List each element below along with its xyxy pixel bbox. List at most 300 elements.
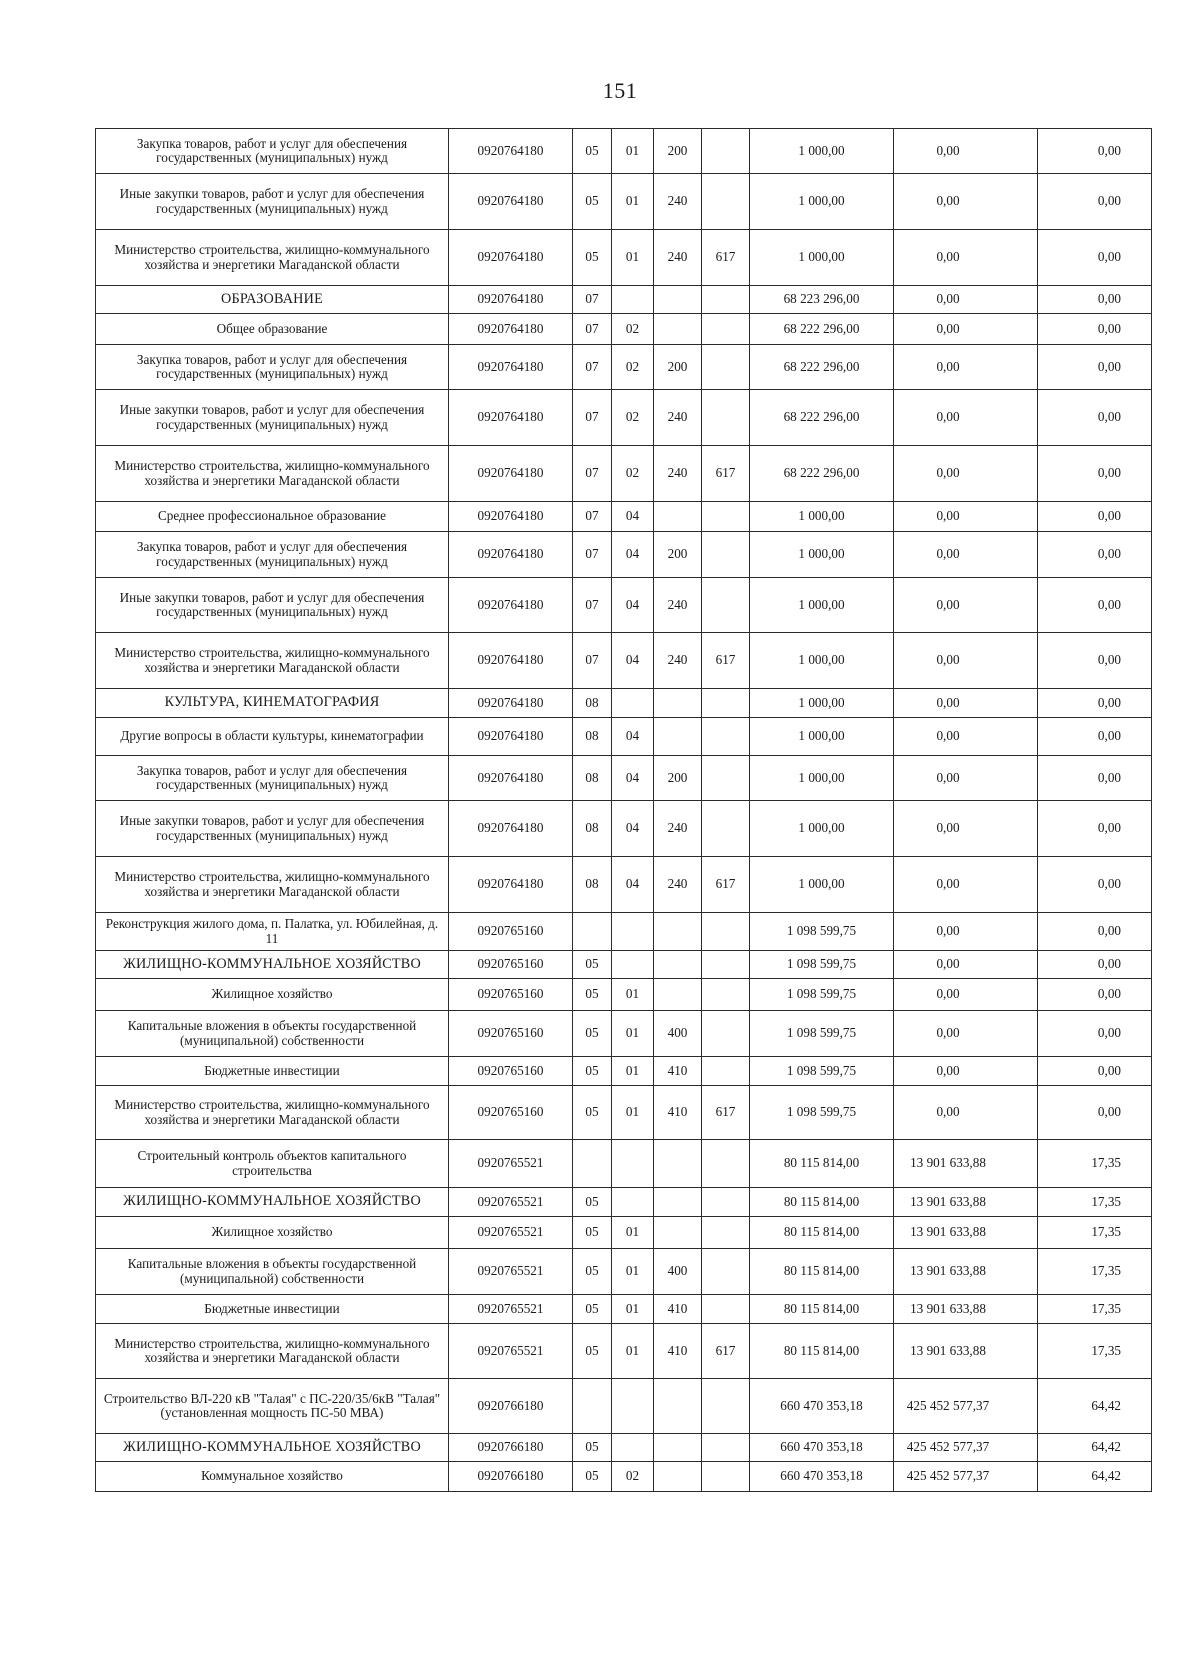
execution-percent-cell: 0,00 [1038,951,1152,979]
section-code-cell: 05 [573,1295,612,1324]
execution-percent-cell: 17,35 [1038,1249,1152,1295]
page-number: 151 [602,78,638,103]
subsection-code-cell: 01 [612,1086,654,1140]
executed-amount-cell: 0,00 [894,532,1038,578]
executed-amount-cell: 0,00 [894,913,1038,951]
section-code-cell: 07 [573,446,612,502]
target-article-cell: 0920765160 [449,1086,573,1140]
row-name-cell: Капитальные вложения в объекты государственной (муниципальной) собственности [96,1011,449,1057]
expense-type-cell: 410 [654,1295,702,1324]
execution-percent-cell: 64,42 [1038,1379,1152,1434]
row-name-cell: Коммунальное хозяйство [96,1462,449,1492]
section-code-cell: 05 [573,1011,612,1057]
target-article-cell: 0920764180 [449,689,573,718]
expense-type-cell: 240 [654,578,702,633]
execution-percent-cell: 0,00 [1038,1086,1152,1140]
target-article-cell: 0920764180 [449,502,573,532]
target-article-cell: 0920765160 [449,951,573,979]
row-name-cell: Бюджетные инвестиции [96,1057,449,1086]
row-name-cell: КУЛЬТУРА, КИНЕМАТОГРАФИЯ [96,689,449,718]
planned-amount-cell: 1 000,00 [750,756,894,801]
target-article-cell: 0920765521 [449,1140,573,1188]
administrator-code-cell [702,532,750,578]
expense-type-cell: 400 [654,1249,702,1295]
section-code-cell: 07 [573,286,612,314]
section-code-cell: 08 [573,857,612,913]
execution-percent-cell: 0,00 [1038,345,1152,390]
subsection-code-cell: 04 [612,633,654,689]
executed-amount-cell: 13 901 633,88 [894,1217,1038,1249]
administrator-code-cell: 617 [702,857,750,913]
executed-amount-cell: 0,00 [894,689,1038,718]
subsection-code-cell: 02 [612,390,654,446]
table-row [96,1295,1152,1324]
planned-amount-cell: 1 000,00 [750,578,894,633]
subsection-code-cell: 01 [612,174,654,230]
planned-amount-cell: 1 000,00 [750,129,894,174]
expense-type-cell [654,502,702,532]
subsection-code-cell: 01 [612,979,654,1011]
table-row [96,1434,1152,1462]
administrator-code-cell [702,286,750,314]
planned-amount-cell: 1 000,00 [750,633,894,689]
subsection-code-cell: 04 [612,801,654,857]
executed-amount-cell: 13 901 633,88 [894,1140,1038,1188]
execution-percent-cell: 64,42 [1038,1434,1152,1462]
executed-amount-cell: 425 452 577,37 [894,1462,1038,1492]
section-code-cell [573,1379,612,1434]
executed-amount-cell: 0,00 [894,756,1038,801]
administrator-code-cell: 617 [702,633,750,689]
planned-amount-cell: 1 000,00 [750,689,894,718]
section-code-cell: 05 [573,979,612,1011]
subsection-code-cell: 02 [612,446,654,502]
subsection-code-cell: 02 [612,345,654,390]
table-row [96,1057,1152,1086]
subsection-code-cell: 04 [612,718,654,756]
section-code-cell: 07 [573,578,612,633]
expense-type-cell [654,1379,702,1434]
administrator-code-cell [702,756,750,801]
expense-type-cell [654,1188,702,1217]
row-name-cell: Закупка товаров, работ и услуг для обеспечения государственных (муниципальных) нужд [96,532,449,578]
table-row [96,1324,1152,1379]
table-row [96,532,1152,578]
expense-type-cell [654,689,702,718]
expense-type-cell: 200 [654,129,702,174]
planned-amount-cell: 68 222 296,00 [750,314,894,345]
section-code-cell: 08 [573,689,612,718]
administrator-code-cell: 617 [702,446,750,502]
administrator-code-cell [702,1217,750,1249]
section-code-cell: 05 [573,1217,612,1249]
administrator-code-cell [702,689,750,718]
target-article-cell: 0920764180 [449,286,573,314]
planned-amount-cell: 80 115 814,00 [750,1295,894,1324]
executed-amount-cell: 13 901 633,88 [894,1188,1038,1217]
planned-amount-cell: 68 223 296,00 [750,286,894,314]
execution-percent-cell: 0,00 [1038,633,1152,689]
executed-amount-cell: 13 901 633,88 [894,1249,1038,1295]
execution-percent-cell: 0,00 [1038,718,1152,756]
administrator-code-cell [702,129,750,174]
target-article-cell: 0920764180 [449,314,573,345]
table-row [96,1011,1152,1057]
executed-amount-cell: 0,00 [894,578,1038,633]
administrator-code-cell: 617 [702,1086,750,1140]
target-article-cell: 0920765521 [449,1324,573,1379]
administrator-code-cell [702,578,750,633]
planned-amount-cell: 1 098 599,75 [750,951,894,979]
table-row [96,718,1152,756]
execution-percent-cell: 0,00 [1038,532,1152,578]
planned-amount-cell: 660 470 353,18 [750,1462,894,1492]
section-code-cell: 05 [573,1462,612,1492]
budget-table-body [96,129,1152,1492]
executed-amount-cell: 425 452 577,37 [894,1434,1038,1462]
row-name-cell: Реконструкция жилого дома, п. Палатка, ул. Юбилейная, д. 11 [96,913,449,951]
subsection-code-cell [612,951,654,979]
execution-percent-cell: 17,35 [1038,1217,1152,1249]
expense-type-cell: 200 [654,532,702,578]
subsection-code-cell: 01 [612,230,654,286]
row-name-cell: Министерство строительства, жилищно-коммунального хозяйства и энергетики Магаданской области [96,230,449,286]
section-code-cell: 05 [573,1086,612,1140]
section-code-cell: 08 [573,756,612,801]
table-row [96,446,1152,502]
planned-amount-cell: 1 000,00 [750,532,894,578]
administrator-code-cell [702,1462,750,1492]
planned-amount-cell: 1 000,00 [750,857,894,913]
subsection-code-cell [612,1379,654,1434]
row-name-cell: ЖИЛИЩНО-КОММУНАЛЬНОЕ ХОЗЯЙСТВО [96,1188,449,1217]
section-code-cell [573,1140,612,1188]
subsection-code-cell [612,1434,654,1462]
planned-amount-cell: 68 222 296,00 [750,345,894,390]
table-row [96,1217,1152,1249]
executed-amount-cell: 0,00 [894,390,1038,446]
executed-amount-cell: 0,00 [894,857,1038,913]
section-code-cell: 05 [573,1434,612,1462]
table-row [96,1249,1152,1295]
executed-amount-cell: 13 901 633,88 [894,1324,1038,1379]
target-article-cell: 0920766180 [449,1462,573,1492]
target-article-cell: 0920764180 [449,390,573,446]
administrator-code-cell [702,1434,750,1462]
execution-percent-cell: 17,35 [1038,1295,1152,1324]
table-row [96,979,1152,1011]
execution-percent-cell: 0,00 [1038,230,1152,286]
table-row [96,1086,1152,1140]
subsection-code-cell: 04 [612,532,654,578]
section-code-cell: 07 [573,314,612,345]
execution-percent-cell: 0,00 [1038,578,1152,633]
row-name-cell: Другие вопросы в области культуры, кинематографии [96,718,449,756]
table-row [96,689,1152,718]
table-row [96,578,1152,633]
row-name-cell: Министерство строительства, жилищно-коммунального хозяйства и энергетики Магаданской области [96,1086,449,1140]
administrator-code-cell [702,718,750,756]
table-row [96,314,1152,345]
expense-type-cell [654,951,702,979]
expense-type-cell: 240 [654,174,702,230]
planned-amount-cell: 1 098 599,75 [750,979,894,1011]
execution-percent-cell: 0,00 [1038,129,1152,174]
execution-percent-cell: 0,00 [1038,174,1152,230]
execution-percent-cell: 64,42 [1038,1462,1152,1492]
subsection-code-cell: 04 [612,756,654,801]
subsection-code-cell: 04 [612,502,654,532]
executed-amount-cell: 13 901 633,88 [894,1295,1038,1324]
expense-type-cell [654,913,702,951]
administrator-code-cell [702,1249,750,1295]
target-article-cell: 0920765160 [449,913,573,951]
administrator-code-cell [702,1140,750,1188]
row-name-cell: ЖИЛИЩНО-КОММУНАЛЬНОЕ ХОЗЯЙСТВО [96,951,449,979]
planned-amount-cell: 1 098 599,75 [750,1086,894,1140]
subsection-code-cell: 01 [612,1011,654,1057]
expense-type-cell [654,286,702,314]
table-row [96,390,1152,446]
table-row [96,502,1152,532]
execution-percent-cell: 0,00 [1038,314,1152,345]
planned-amount-cell: 1 000,00 [750,230,894,286]
planned-amount-cell: 80 115 814,00 [750,1217,894,1249]
target-article-cell: 0920764180 [449,801,573,857]
budget-table [95,128,1152,1492]
planned-amount-cell: 1 098 599,75 [750,1011,894,1057]
administrator-code-cell [702,951,750,979]
subsection-code-cell: 01 [612,1324,654,1379]
table-row [96,174,1152,230]
planned-amount-cell: 68 222 296,00 [750,446,894,502]
table-row [96,286,1152,314]
target-article-cell: 0920766180 [449,1434,573,1462]
executed-amount-cell: 425 452 577,37 [894,1379,1038,1434]
administrator-code-cell [702,1057,750,1086]
expense-type-cell: 240 [654,801,702,857]
target-article-cell: 0920765160 [449,1011,573,1057]
table-row [96,801,1152,857]
section-code-cell: 07 [573,633,612,689]
row-name-cell: Иные закупки товаров, работ и услуг для обеспечения государственных (муниципальных) нужд [96,390,449,446]
table-row [96,1140,1152,1188]
administrator-code-cell [702,314,750,345]
target-article-cell: 0920765521 [449,1295,573,1324]
planned-amount-cell: 68 222 296,00 [750,390,894,446]
planned-amount-cell: 1 000,00 [750,174,894,230]
administrator-code-cell [702,1011,750,1057]
section-code-cell: 07 [573,502,612,532]
executed-amount-cell: 0,00 [894,801,1038,857]
administrator-code-cell [702,913,750,951]
row-name-cell: Строительный контроль объектов капитального строительства [96,1140,449,1188]
subsection-code-cell: 01 [612,1249,654,1295]
row-name-cell: Жилищное хозяйство [96,1217,449,1249]
executed-amount-cell: 0,00 [894,502,1038,532]
expense-type-cell [654,314,702,345]
administrator-code-cell [702,345,750,390]
executed-amount-cell: 0,00 [894,633,1038,689]
target-article-cell: 0920764180 [449,633,573,689]
expense-type-cell: 400 [654,1011,702,1057]
planned-amount-cell: 660 470 353,18 [750,1434,894,1462]
target-article-cell: 0920765160 [449,979,573,1011]
planned-amount-cell: 660 470 353,18 [750,1379,894,1434]
expense-type-cell [654,1217,702,1249]
subsection-code-cell: 01 [612,1295,654,1324]
executed-amount-cell: 0,00 [894,230,1038,286]
table-row [96,951,1152,979]
target-article-cell: 0920764180 [449,532,573,578]
execution-percent-cell: 0,00 [1038,502,1152,532]
subsection-code-cell [612,1140,654,1188]
subsection-code-cell: 01 [612,1217,654,1249]
section-code-cell [573,913,612,951]
target-article-cell: 0920764180 [449,174,573,230]
expense-type-cell: 240 [654,633,702,689]
execution-percent-cell: 0,00 [1038,390,1152,446]
target-article-cell: 0920765521 [449,1188,573,1217]
administrator-code-cell [702,502,750,532]
expense-type-cell: 240 [654,230,702,286]
subsection-code-cell: 04 [612,857,654,913]
table-row [96,345,1152,390]
section-code-cell: 07 [573,532,612,578]
executed-amount-cell: 0,00 [894,1057,1038,1086]
expense-type-cell [654,718,702,756]
planned-amount-cell: 1 098 599,75 [750,1057,894,1086]
row-name-cell: Министерство строительства, жилищно-коммунального хозяйства и энергетики Магаданской области [96,446,449,502]
section-code-cell: 07 [573,345,612,390]
subsection-code-cell: 04 [612,578,654,633]
row-name-cell: Министерство строительства, жилищно-коммунального хозяйства и энергетики Магаданской области [96,1324,449,1379]
execution-percent-cell: 0,00 [1038,756,1152,801]
planned-amount-cell: 80 115 814,00 [750,1188,894,1217]
administrator-code-cell [702,979,750,1011]
table-row [96,913,1152,951]
administrator-code-cell: 617 [702,1324,750,1379]
row-name-cell: ЖИЛИЩНО-КОММУНАЛЬНОЕ ХОЗЯЙСТВО [96,1434,449,1462]
target-article-cell: 0920764180 [449,129,573,174]
row-name-cell: Закупка товаров, работ и услуг для обеспечения государственных (муниципальных) нужд [96,129,449,174]
expense-type-cell [654,1140,702,1188]
target-article-cell: 0920765521 [449,1249,573,1295]
planned-amount-cell: 1 000,00 [750,502,894,532]
executed-amount-cell: 0,00 [894,174,1038,230]
execution-percent-cell: 0,00 [1038,1057,1152,1086]
table-row [96,633,1152,689]
administrator-code-cell [702,801,750,857]
subsection-code-cell [612,689,654,718]
subsection-code-cell: 01 [612,129,654,174]
execution-percent-cell: 17,35 [1038,1188,1152,1217]
row-name-cell: Иные закупки товаров, работ и услуг для обеспечения государственных (муниципальных) нужд [96,174,449,230]
expense-type-cell: 200 [654,756,702,801]
section-code-cell: 05 [573,951,612,979]
executed-amount-cell: 0,00 [894,1086,1038,1140]
administrator-code-cell: 617 [702,230,750,286]
row-name-cell: Иные закупки товаров, работ и услуг для обеспечения государственных (муниципальных) нужд [96,578,449,633]
execution-percent-cell: 17,35 [1038,1140,1152,1188]
execution-percent-cell: 0,00 [1038,446,1152,502]
section-code-cell: 05 [573,1324,612,1379]
execution-percent-cell: 17,35 [1038,1324,1152,1379]
target-article-cell: 0920765521 [449,1217,573,1249]
subsection-code-cell [612,913,654,951]
row-name-cell: Общее образование [96,314,449,345]
expense-type-cell: 410 [654,1086,702,1140]
row-name-cell: Жилищное хозяйство [96,979,449,1011]
subsection-code-cell [612,286,654,314]
subsection-code-cell: 01 [612,1057,654,1086]
expense-type-cell [654,979,702,1011]
target-article-cell: 0920766180 [449,1379,573,1434]
executed-amount-cell: 0,00 [894,129,1038,174]
expense-type-cell: 410 [654,1057,702,1086]
table-row [96,1379,1152,1434]
table-row [96,756,1152,801]
target-article-cell: 0920764180 [449,857,573,913]
planned-amount-cell: 1 000,00 [750,801,894,857]
target-article-cell: 0920765160 [449,1057,573,1086]
section-code-cell: 05 [573,1188,612,1217]
executed-amount-cell: 0,00 [894,314,1038,345]
executed-amount-cell: 0,00 [894,718,1038,756]
section-code-cell: 05 [573,174,612,230]
target-article-cell: 0920764180 [449,578,573,633]
execution-percent-cell: 0,00 [1038,913,1152,951]
expense-type-cell: 240 [654,390,702,446]
table-row [96,1462,1152,1492]
execution-percent-cell: 0,00 [1038,801,1152,857]
row-name-cell: ОБРАЗОВАНИЕ [96,286,449,314]
subsection-code-cell [612,1188,654,1217]
executed-amount-cell: 0,00 [894,446,1038,502]
subsection-code-cell: 02 [612,314,654,345]
table-row [96,857,1152,913]
execution-percent-cell: 0,00 [1038,979,1152,1011]
row-name-cell: Капитальные вложения в объекты государственной (муниципальной) собственности [96,1249,449,1295]
row-name-cell: Закупка товаров, работ и услуг для обеспечения государственных (муниципальных) нужд [96,345,449,390]
section-code-cell: 08 [573,718,612,756]
section-code-cell: 05 [573,1249,612,1295]
planned-amount-cell: 80 115 814,00 [750,1324,894,1379]
executed-amount-cell: 0,00 [894,979,1038,1011]
expense-type-cell [654,1462,702,1492]
row-name-cell: Строительство ВЛ-220 кВ "Талая" с ПС-220/35/6кВ "Талая" (установленная мощность ПС-50 МВА) [96,1379,449,1434]
expense-type-cell [654,1434,702,1462]
row-name-cell: Министерство строительства, жилищно-коммунального хозяйства и энергетики Магаданской области [96,857,449,913]
execution-percent-cell: 0,00 [1038,689,1152,718]
expense-type-cell: 240 [654,446,702,502]
section-code-cell: 05 [573,129,612,174]
administrator-code-cell [702,1295,750,1324]
table-row [96,1188,1152,1217]
execution-percent-cell: 0,00 [1038,857,1152,913]
section-code-cell: 07 [573,390,612,446]
expense-type-cell: 410 [654,1324,702,1379]
administrator-code-cell [702,1188,750,1217]
planned-amount-cell: 1 000,00 [750,718,894,756]
executed-amount-cell: 0,00 [894,345,1038,390]
executed-amount-cell: 0,00 [894,1011,1038,1057]
expense-type-cell: 240 [654,857,702,913]
row-name-cell: Закупка товаров, работ и услуг для обеспечения государственных (муниципальных) нужд [96,756,449,801]
target-article-cell: 0920764180 [449,446,573,502]
row-name-cell: Бюджетные инвестиции [96,1295,449,1324]
executed-amount-cell: 0,00 [894,286,1038,314]
